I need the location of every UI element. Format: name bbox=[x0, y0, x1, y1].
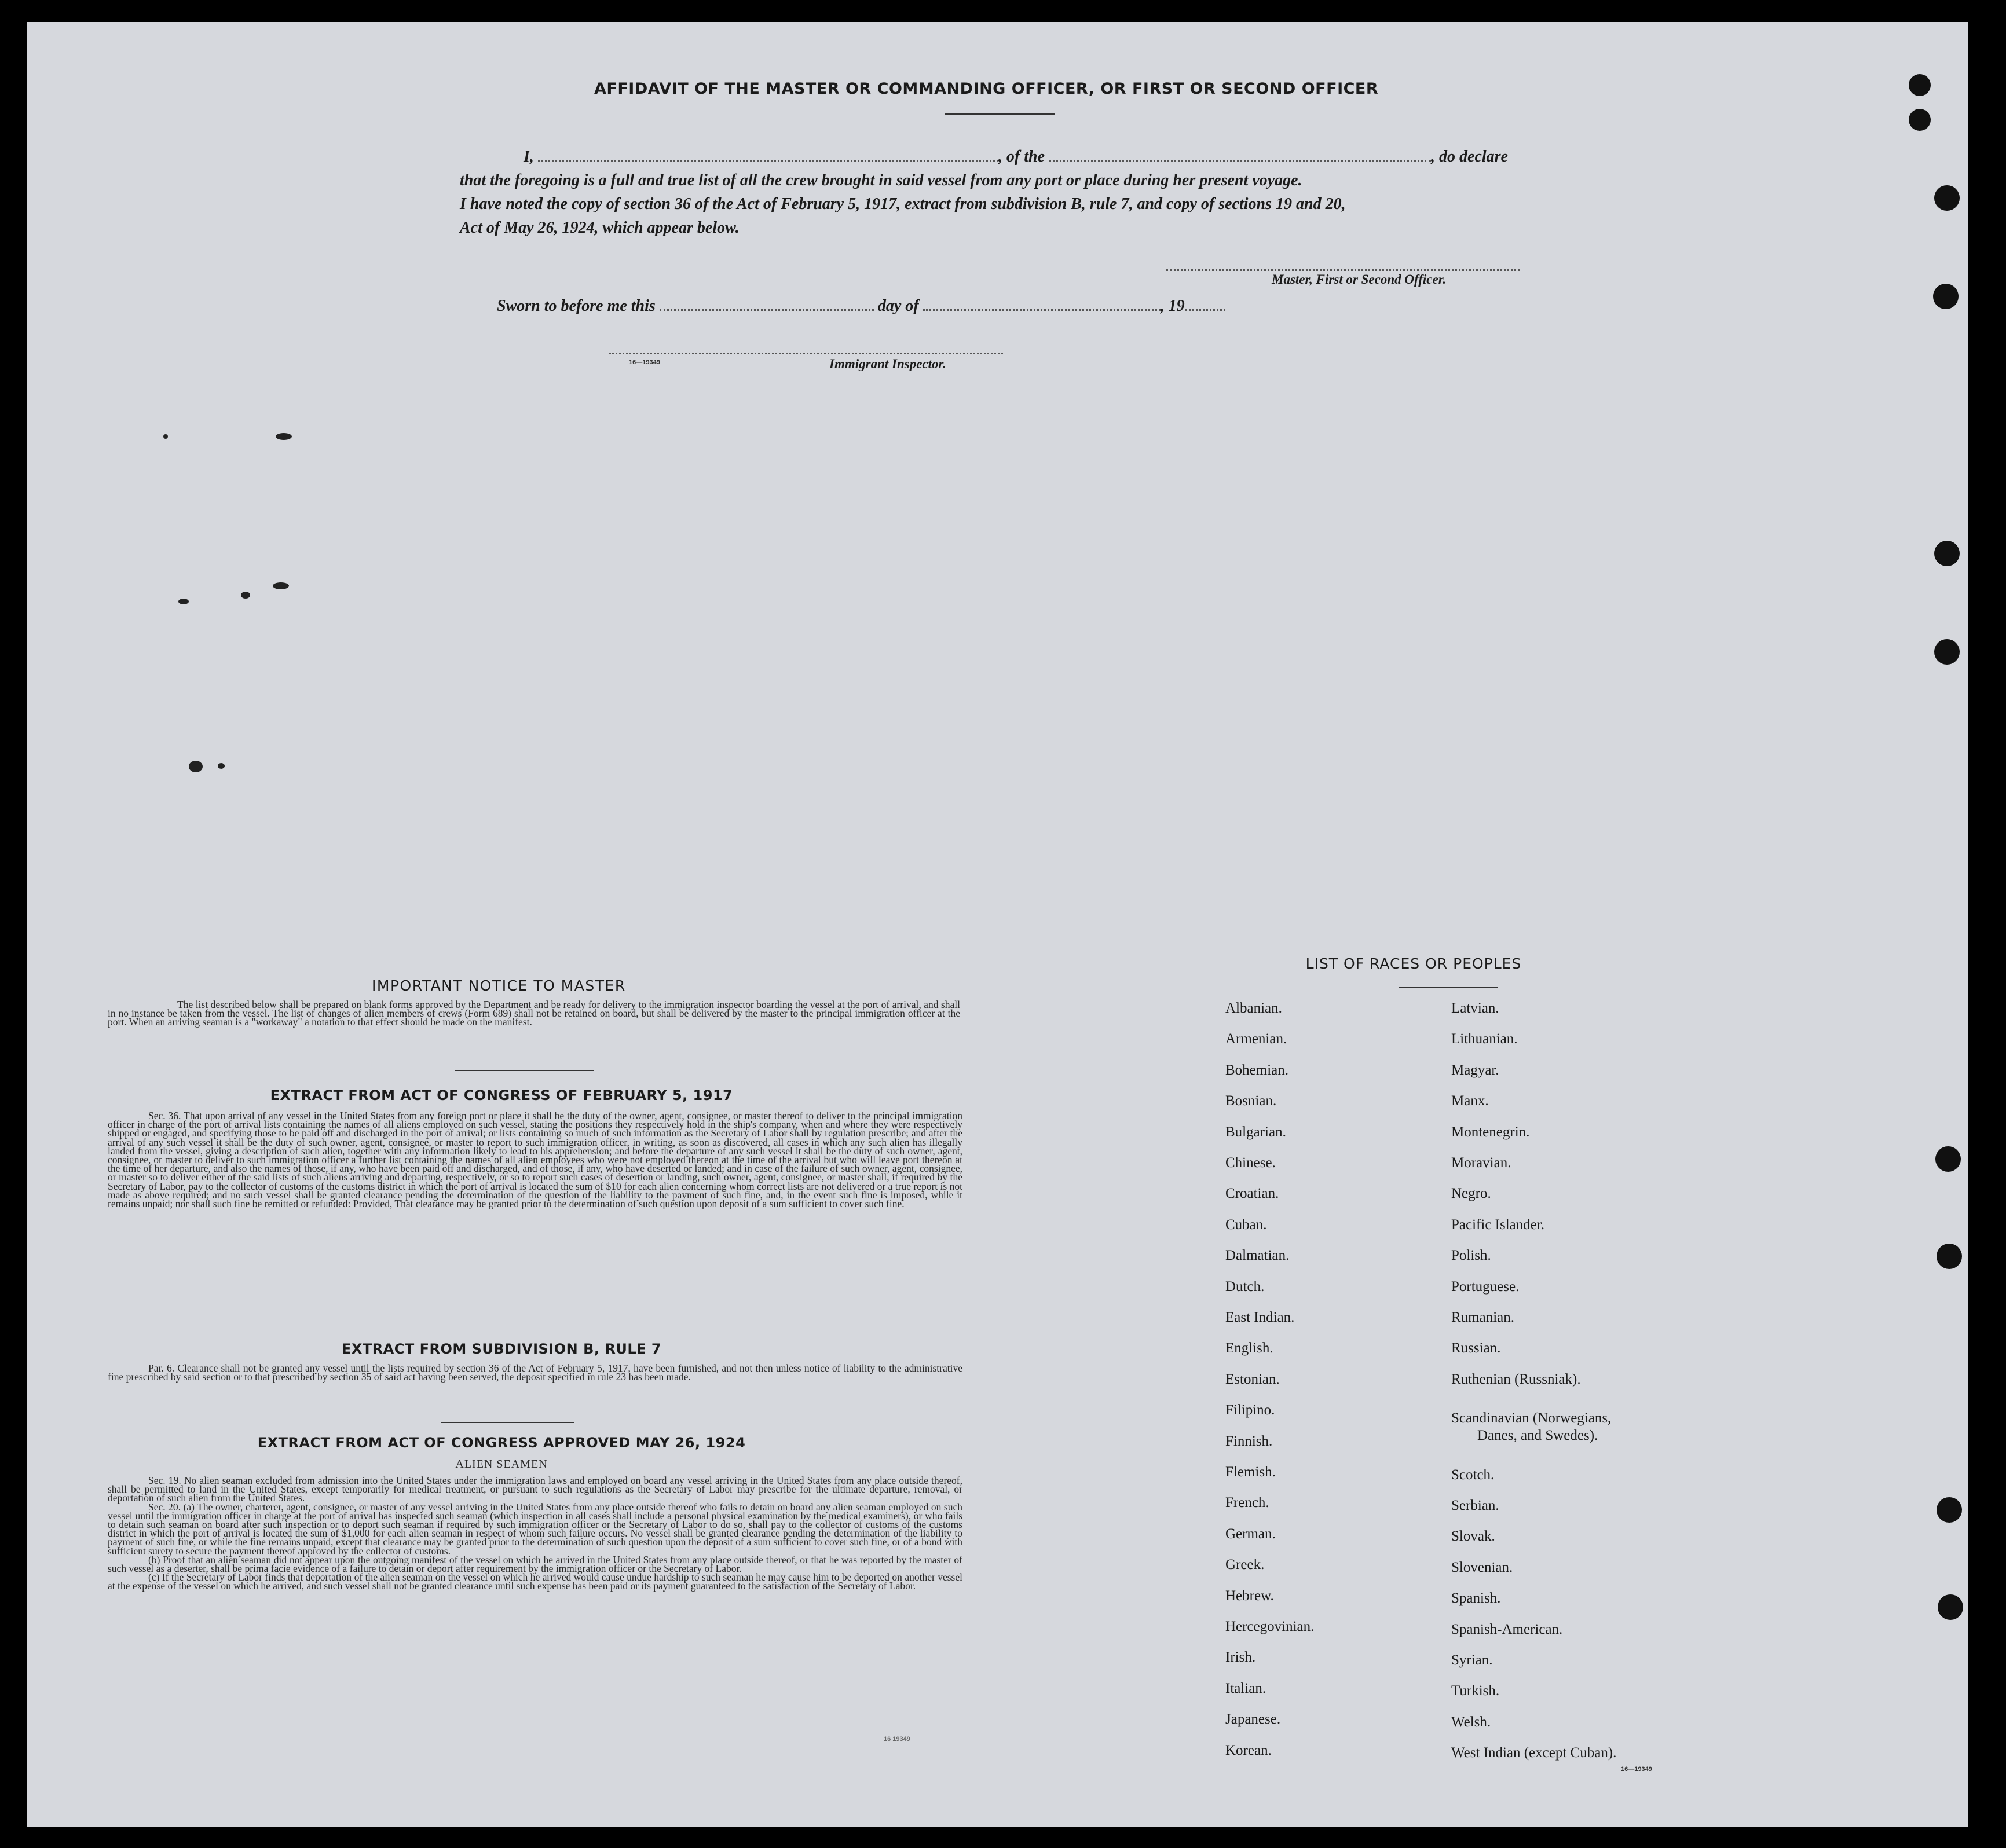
declaration-start: I, bbox=[524, 148, 534, 166]
vessel-field[interactable] bbox=[1049, 160, 1431, 162]
race-item: Bulgarian. bbox=[1225, 1124, 1286, 1140]
race-item: Armenian. bbox=[1225, 1031, 1287, 1047]
race-item: Syrian. bbox=[1451, 1652, 1493, 1668]
race-item: German. bbox=[1225, 1526, 1276, 1542]
race-item: Pacific Islander. bbox=[1451, 1216, 1545, 1233]
race-item: Lithuanian. bbox=[1451, 1031, 1518, 1047]
declaration-mid: , of the bbox=[998, 148, 1045, 166]
sworn-month-field[interactable] bbox=[923, 309, 1161, 311]
race-item: Portuguese. bbox=[1451, 1278, 1520, 1295]
form-number-extract: 16 19349 bbox=[884, 1736, 910, 1743]
race-item: Serbian. bbox=[1451, 1498, 1499, 1513]
race-item: Slovak. bbox=[1451, 1528, 1495, 1545]
race-item: Scandinavian (Norwegians, bbox=[1451, 1410, 1612, 1427]
races-title: LIST OF RACES OR PEOPLES bbox=[1305, 955, 1522, 972]
master-signature-label: Master, First or Second Officer. bbox=[1272, 272, 1447, 287]
affidavit-title: AFFIDAVIT OF THE MASTER OR COMMANDING OFFICER, OR FIRST OR SECOND OFFICER bbox=[594, 80, 1379, 98]
race-item: Scotch. bbox=[1451, 1466, 1495, 1483]
race-item: Spanish-American. bbox=[1451, 1621, 1563, 1637]
race-item: Greek. bbox=[1225, 1557, 1265, 1573]
race-item: Dutch. bbox=[1225, 1278, 1265, 1295]
race-item: East Indian. bbox=[1225, 1310, 1295, 1325]
sworn-line bbox=[497, 297, 1225, 316]
punch-hole bbox=[1909, 74, 1931, 96]
declaration-line-3: I have noted the copy of section 36 of the Act of February 5, 1917, extract from subdivision B, rule 7, and copy of sections 19 and 20, bbox=[460, 195, 1346, 213]
scan-speck bbox=[276, 433, 292, 440]
scan-speck bbox=[178, 599, 189, 604]
sworn-year-prefix: , 19 bbox=[1160, 297, 1185, 315]
punch-hole bbox=[1938, 1594, 1963, 1620]
race-item: Polish. bbox=[1451, 1248, 1491, 1264]
title-rule bbox=[945, 113, 1055, 115]
scan-speck bbox=[163, 434, 168, 439]
notice-text: The list described below shall be prepared on blank forms approved by the Department and be ready for delivery to the immigration inspector boarding the vessel at the port of arrival, and shall in no instance be taken from the vessel. The list of changes of alien members of crews (Form 689) shall not be retained on board, but shall be delivered by the master to the principal immigration officer at the port. When an arriving seaman is a "workaway" a notation to that effect should be made on the manifest. bbox=[108, 999, 960, 1028]
notice-title: IMPORTANT NOTICE TO MASTER bbox=[372, 977, 626, 994]
punch-hole bbox=[1934, 639, 1960, 665]
section-20a: Sec. 20. (a) The owner, charterer, agent, consignee, or master of any vessel arriving in the United States from any place outside thereof who fails to detain on board any alien seaman employed on such vessel until the immigration officer in charge at the port of arrival has inspected such seaman (which inspection in all cases shall include a personal physical examination by the medical examiners), or who fails to detain such seaman on board after such inspection or to deport such seaman if required by such immigration officer or the Secretary of Labor to do so, shall pay to the collector of customs of the customs district in which the port of arrival is located the sum of $1,000 for each alien seaman in respect of whom such failure occurs. No vessel shall be granted clearance pending the determination of the liability to payment of such fine, or while the fine remains unpaid, except that clearance may be granted prior to the determination of such question upon the deposit of a sum sufficient to cover such fine, or of a bond with sufficient surety to secure the payment thereof approved by the collector of customs. bbox=[108, 1501, 962, 1557]
sworn-year-field[interactable] bbox=[1185, 309, 1225, 311]
race-item: Welsh. bbox=[1451, 1714, 1491, 1730]
punch-hole bbox=[1937, 1497, 1962, 1523]
race-item: Estonian. bbox=[1225, 1371, 1280, 1387]
extract-1917-title: EXTRACT FROM ACT OF CONGRESS OF FEBRUARY 5, 1917 bbox=[270, 1087, 733, 1103]
race-item: Montenegrin. bbox=[1451, 1124, 1530, 1140]
punch-hole bbox=[1934, 541, 1960, 566]
section-20b: (b) Proof that an alien seaman did not appear upon the outgoing manifest of the vessel on which he arrived in the United States from any place outside thereof, or that he was reported by the master of such vessel as a deserter, shall be prima facie evidence of a failure to detain or deport after requirement by the immigration officer or the Secretary of Labor. bbox=[108, 1553, 962, 1575]
sworn-day-field[interactable] bbox=[660, 309, 874, 311]
race-item: Albanian. bbox=[1225, 1000, 1282, 1016]
form-sheet bbox=[27, 22, 1968, 1827]
section-19: Sec. 19. No alien seaman excluded from admission into the United States under the immigration laws and employed on board any vessel arriving in the United States from any place outside thereof, shall be permitted to land in the United States, except temporarily for medical treatment, or pursuant to such regulations as the Secretary of Labor may prescribe for the ultimate departure, removal, or deportation of such alien from the United States. bbox=[108, 1475, 962, 1504]
races-rule bbox=[1399, 987, 1498, 988]
race-item: Ruthenian (Russniak). bbox=[1451, 1371, 1581, 1387]
sworn-label: Sworn to before me this bbox=[497, 297, 656, 315]
form-number-races: 16—19349 bbox=[1621, 1766, 1652, 1773]
race-item: Slovenian. bbox=[1451, 1559, 1513, 1575]
race-item: Chinese. bbox=[1225, 1155, 1276, 1171]
declaration-end: , do declare bbox=[1431, 148, 1508, 166]
race-item: Finnish. bbox=[1225, 1433, 1273, 1449]
subdivision-b-text: Par. 6. Clearance shall not be granted any vessel until the lists required by section 36 of the Act of February 5, 1917, have been furnished, and not then unless notice of liability to the administrative fine prescribed by said section or to that prescribed by section 35 of said act having been served, the deposit specified in rule 23 has been made. bbox=[108, 1362, 962, 1383]
race-item: Hebrew. bbox=[1225, 1587, 1274, 1604]
race-item: Spanish. bbox=[1451, 1590, 1501, 1607]
race-item: Latvian. bbox=[1451, 1000, 1499, 1016]
name-field[interactable] bbox=[538, 160, 998, 162]
notice-rule bbox=[455, 1070, 594, 1071]
race-item: Magyar. bbox=[1451, 1062, 1499, 1078]
inspector-label: Immigrant Inspector. bbox=[829, 357, 946, 371]
race-item: West Indian (except Cuban). bbox=[1451, 1745, 1617, 1761]
master-signature-line[interactable] bbox=[1166, 269, 1520, 271]
race-item: Bosnian. bbox=[1225, 1093, 1277, 1109]
scan-speck bbox=[218, 763, 225, 769]
alien-seamen-subtitle: ALIEN SEAMEN bbox=[455, 1458, 548, 1471]
race-item: Korean. bbox=[1225, 1742, 1272, 1758]
race-item: Dalmatian. bbox=[1225, 1248, 1290, 1264]
race-item: Negro. bbox=[1451, 1186, 1491, 1202]
subdivision-b-title: EXTRACT FROM SUBDIVISION B, RULE 7 bbox=[341, 1341, 662, 1357]
race-item: Filipino. bbox=[1225, 1402, 1275, 1418]
scan-speck bbox=[273, 582, 289, 589]
race-item: Turkish. bbox=[1451, 1683, 1500, 1699]
race-item: Hercegovinian. bbox=[1225, 1619, 1315, 1634]
race-item: Flemish. bbox=[1225, 1464, 1276, 1480]
race-item: English. bbox=[1225, 1340, 1273, 1356]
race-item: Japanese. bbox=[1225, 1711, 1281, 1728]
race-item: Italian. bbox=[1225, 1680, 1266, 1696]
punch-hole bbox=[1934, 185, 1960, 211]
affidavit-declaration bbox=[460, 145, 1595, 240]
sworn-day-of: day of bbox=[877, 297, 919, 315]
extract-1924-title: EXTRACT FROM ACT OF CONGRESS APPROVED MAY 26, 1924 bbox=[257, 1435, 746, 1451]
race-item: Russian. bbox=[1451, 1340, 1501, 1356]
inspector-signature-line[interactable] bbox=[609, 353, 1003, 354]
form-number-top: 16—19349 bbox=[629, 359, 660, 366]
punch-hole bbox=[1933, 284, 1959, 309]
race-item: Bohemian. bbox=[1225, 1062, 1289, 1078]
race-item: Irish. bbox=[1225, 1649, 1256, 1666]
race-item: Croatian. bbox=[1225, 1186, 1279, 1202]
extract-1924-text bbox=[108, 1476, 962, 1591]
extract-1917-text: Sec. 36. That upon arrival of any vessel in the United States from any foreign port or place it shall be the duty of the owner, agent, consignee, or master thereof to deliver to the principal immigration officer in charge of the port of arrival lists containing the names of all aliens employed on such vessel, stating the positions they respectively hold in the ship's company, when and where they were respectively shipped or engaged, and specifying those to be paid off and discharged in the port of arrival; or lists containing so much of such information as the Secretary of Labor shall by regulation prescribe; and after the arrival of any such vessel it shall be the duty of such owner, agent, consignee, or master to report to such immigration officer, in writing, as soon as discovered, all cases in which any such alien has illegally landed from the vessel, giving a description of such alien, together with any information likely to lead to his apprehension; and before the departure of any such vessel it shall be the duty of such owner, agent, consignee, or master to deliver to such immigration officer a further list containing the names of all alien employees who were not employed thereon at the time of the arrival but who will leave port thereon at the time of her departure, and also the names of those, if any, who have been paid off and discharged, and of those, if any, who have deserted or landed; and in case of the failure of such owner, agent, consignee, or master so to deliver either of the said lists of such aliens arriving and departing, respectively, or so to report such cases of desertion or landing, such owner, agent, consignee, or master shall, if required by the Secretary of Labor, pay to the collector of customs of the customs district in which the port of arrival is located the sum of $10 for each alien concerning whom correct lists are not delivered or a true report is not made as above required; and no such vessel shall be granted clearance pending the determination of the question of the liability to the payment of such fine, and, in the event such fine is imposed, while it remains unpaid; nor shall such fine be remitted or refunded: Provided, That clearance may be granted prior to the determination of such question upon deposit of a sum sufficient to cover such fine. bbox=[108, 1110, 962, 1210]
section-20c: (c) If the Secretary of Labor finds that deportation of the alien seaman on the vessel on which he arrived would cause undue hardship to such seaman he may cause him to be deported on another vessel at the expense of the vessel on which he arrived, and such vessel shall not be granted clearance until such expense has been paid or its payment guaranteed to the satisfaction of the Secretary of Labor. bbox=[108, 1571, 962, 1592]
scan-speck bbox=[189, 761, 203, 772]
scan-speck bbox=[241, 592, 250, 599]
race-item: Manx. bbox=[1451, 1093, 1489, 1109]
race-item: French. bbox=[1225, 1495, 1269, 1511]
race-item: Moravian. bbox=[1451, 1155, 1511, 1171]
declaration-line-2: that the foregoing is a full and true list of all the crew brought in said vessel from any port or place during her present voyage. bbox=[460, 171, 1302, 189]
punch-hole bbox=[1935, 1146, 1961, 1172]
race-item: Cuban. bbox=[1225, 1216, 1267, 1233]
subdivision-rule bbox=[441, 1422, 574, 1423]
punch-hole bbox=[1909, 109, 1931, 131]
declaration-line-4: Act of May 26, 1924, which appear below. bbox=[460, 219, 740, 237]
race-item: Danes, and Swedes). bbox=[1477, 1428, 1598, 1444]
race-item: Rumanian. bbox=[1451, 1310, 1515, 1325]
punch-hole bbox=[1937, 1244, 1962, 1269]
